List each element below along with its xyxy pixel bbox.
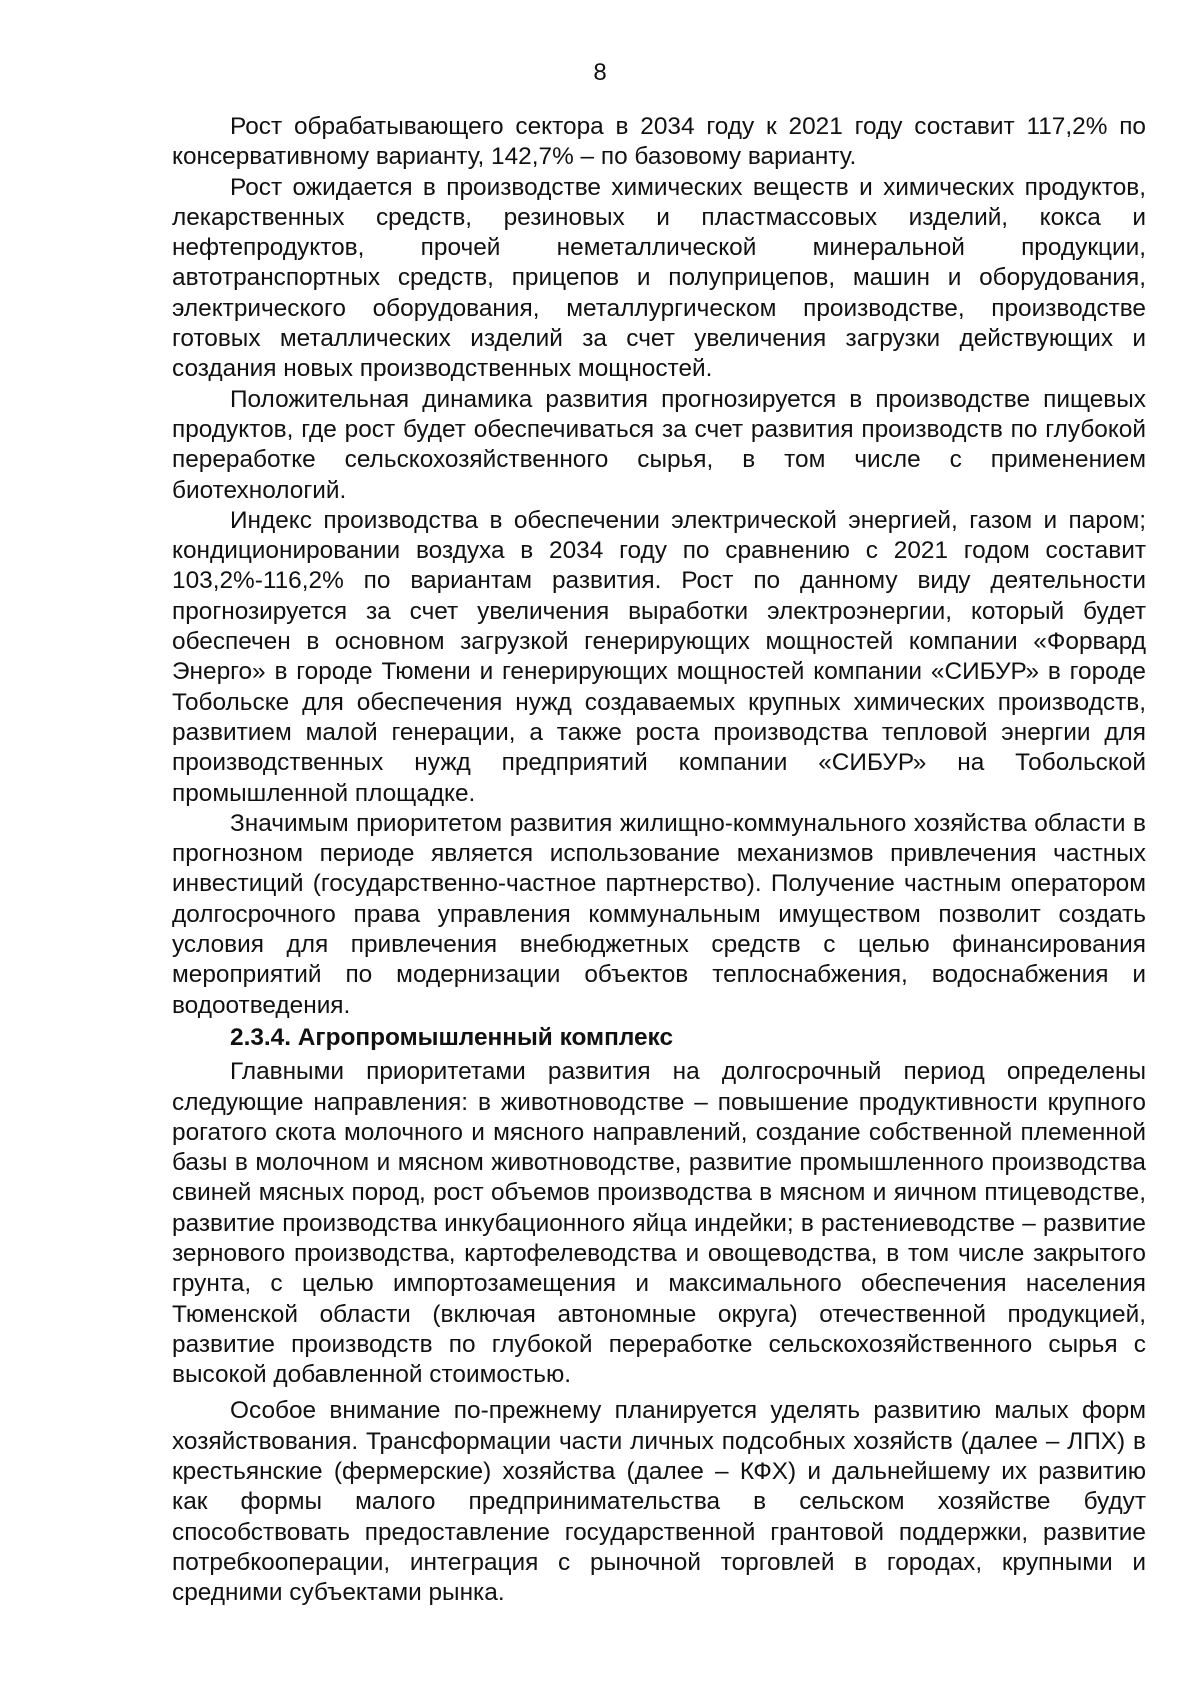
page-number: 8 (593, 59, 607, 86)
paragraph-housing-utilities: Значимым приоритетом развития жилищно-коммунального хозяйства области в прогнозном периоде является использование механизмов привлечения частных инвестиций (государственно-частное партнерство). Получение частным оператором долгосрочного права управления коммунальным имуществом позволит создать условия для привлечения внебюджетных средств с целью финансирования мероприятий по модернизации объектов теплоснабжения, водоснабжения и водоотведения. (172, 809, 1146, 1019)
paragraph-agro-priorities: Главными приоритетами развития на долгосрочный период определены следующие направления: в животноводстве – повышение продуктивности крупного рогатого скота молочного и мясного направлений, создание собственной племенной базы в молочном и мясном животноводстве, развитие промышленного производства свиней мясных пород, рост объемов производства в мясном и яичном птицеводстве, развитие производства инкубационного яйца индейки; в растениеводстве – развитие зернового производства, картофелеводства и овощеводства, в том числе закрытого грунта, с целью импортозамещения и максимального обеспечения населения Тюменской области (включая автономные округа) отечественной продукцией, развитие производств по глубокой переработке сельскохозяйственного сырья с высокой добавленной стоимостью. (172, 1058, 1146, 1389)
paragraph-food-production: Положительная динамика развития прогнозируется в производстве пищевых продуктов, где рост будет обеспечиваться за счет развития производств по глубокой переработке сельскохозяйственного сырья, в том числе с применением биотехнологий. (172, 385, 1146, 504)
document-body (172, 112, 1146, 1609)
paragraph-small-farming: Особое внимание по-прежнему планируется уделять развитию малых форм хозяйствования. Трансформации части личных подсобных хозяйств (далее – ЛПХ) в крестьянские (фермерские) хозяйства (далее – КФХ) и дальнейшему их развитию как формы малого предпринимательства в сельском хозяйстве будут способствовать предоставление государственной грантовой поддержки, развитие потребкооперации, интеграция с рыночной торговлей в городах, крупными и средними субъектами рынка. (172, 1397, 1146, 1607)
paragraph-energy-index: Индекс производства в обеспечении электрической энергией, газом и паром; кондиционировании воздуха в 2034 году по сравнению с 2021 годом составит 103,2%-116,2% по вариантам развития. Рост по данному виду деятельности прогнозируется за счет увеличения выработки электроэнергии, который будет обеспечен в основном загрузкой генерирующих мощностей компании «Форвард Энерго» в городе Тюмени и генерирующих мощностей компании «СИБУР» в городе Тобольске для обеспечения нужд создаваемых крупных химических производств, развитием малой генерации, а также роста производства тепловой энергии для производственных нужд предприятий компании «СИБУР» на Тобольской промышленной площадке. (172, 506, 1146, 807)
section-heading-agro-complex: 2.3.4. Агропромышленный комплекс (230, 1023, 674, 1051)
paragraph-growth-industries: Рост ожидается в производстве химических веществ и химических продуктов, лекарственных средств, резиновых и пластмассовых изделий, кокса и нефтепродуктов, прочей неметаллической минеральной продукции, автотранспортных средств, прицепов и полуприцепов, машин и оборудования, электрического оборудования, металлургическом производстве, производстве готовых металлических изделий за счет увеличения загрузки действующих и создания новых производственных мощностей. (172, 173, 1146, 383)
paragraph-manufacturing-growth: Рост обрабатывающего сектора в 2034 году к 2021 году составит 117,2% по консервативному варианту, 142,7% – по базовому варианту. (172, 113, 1146, 171)
